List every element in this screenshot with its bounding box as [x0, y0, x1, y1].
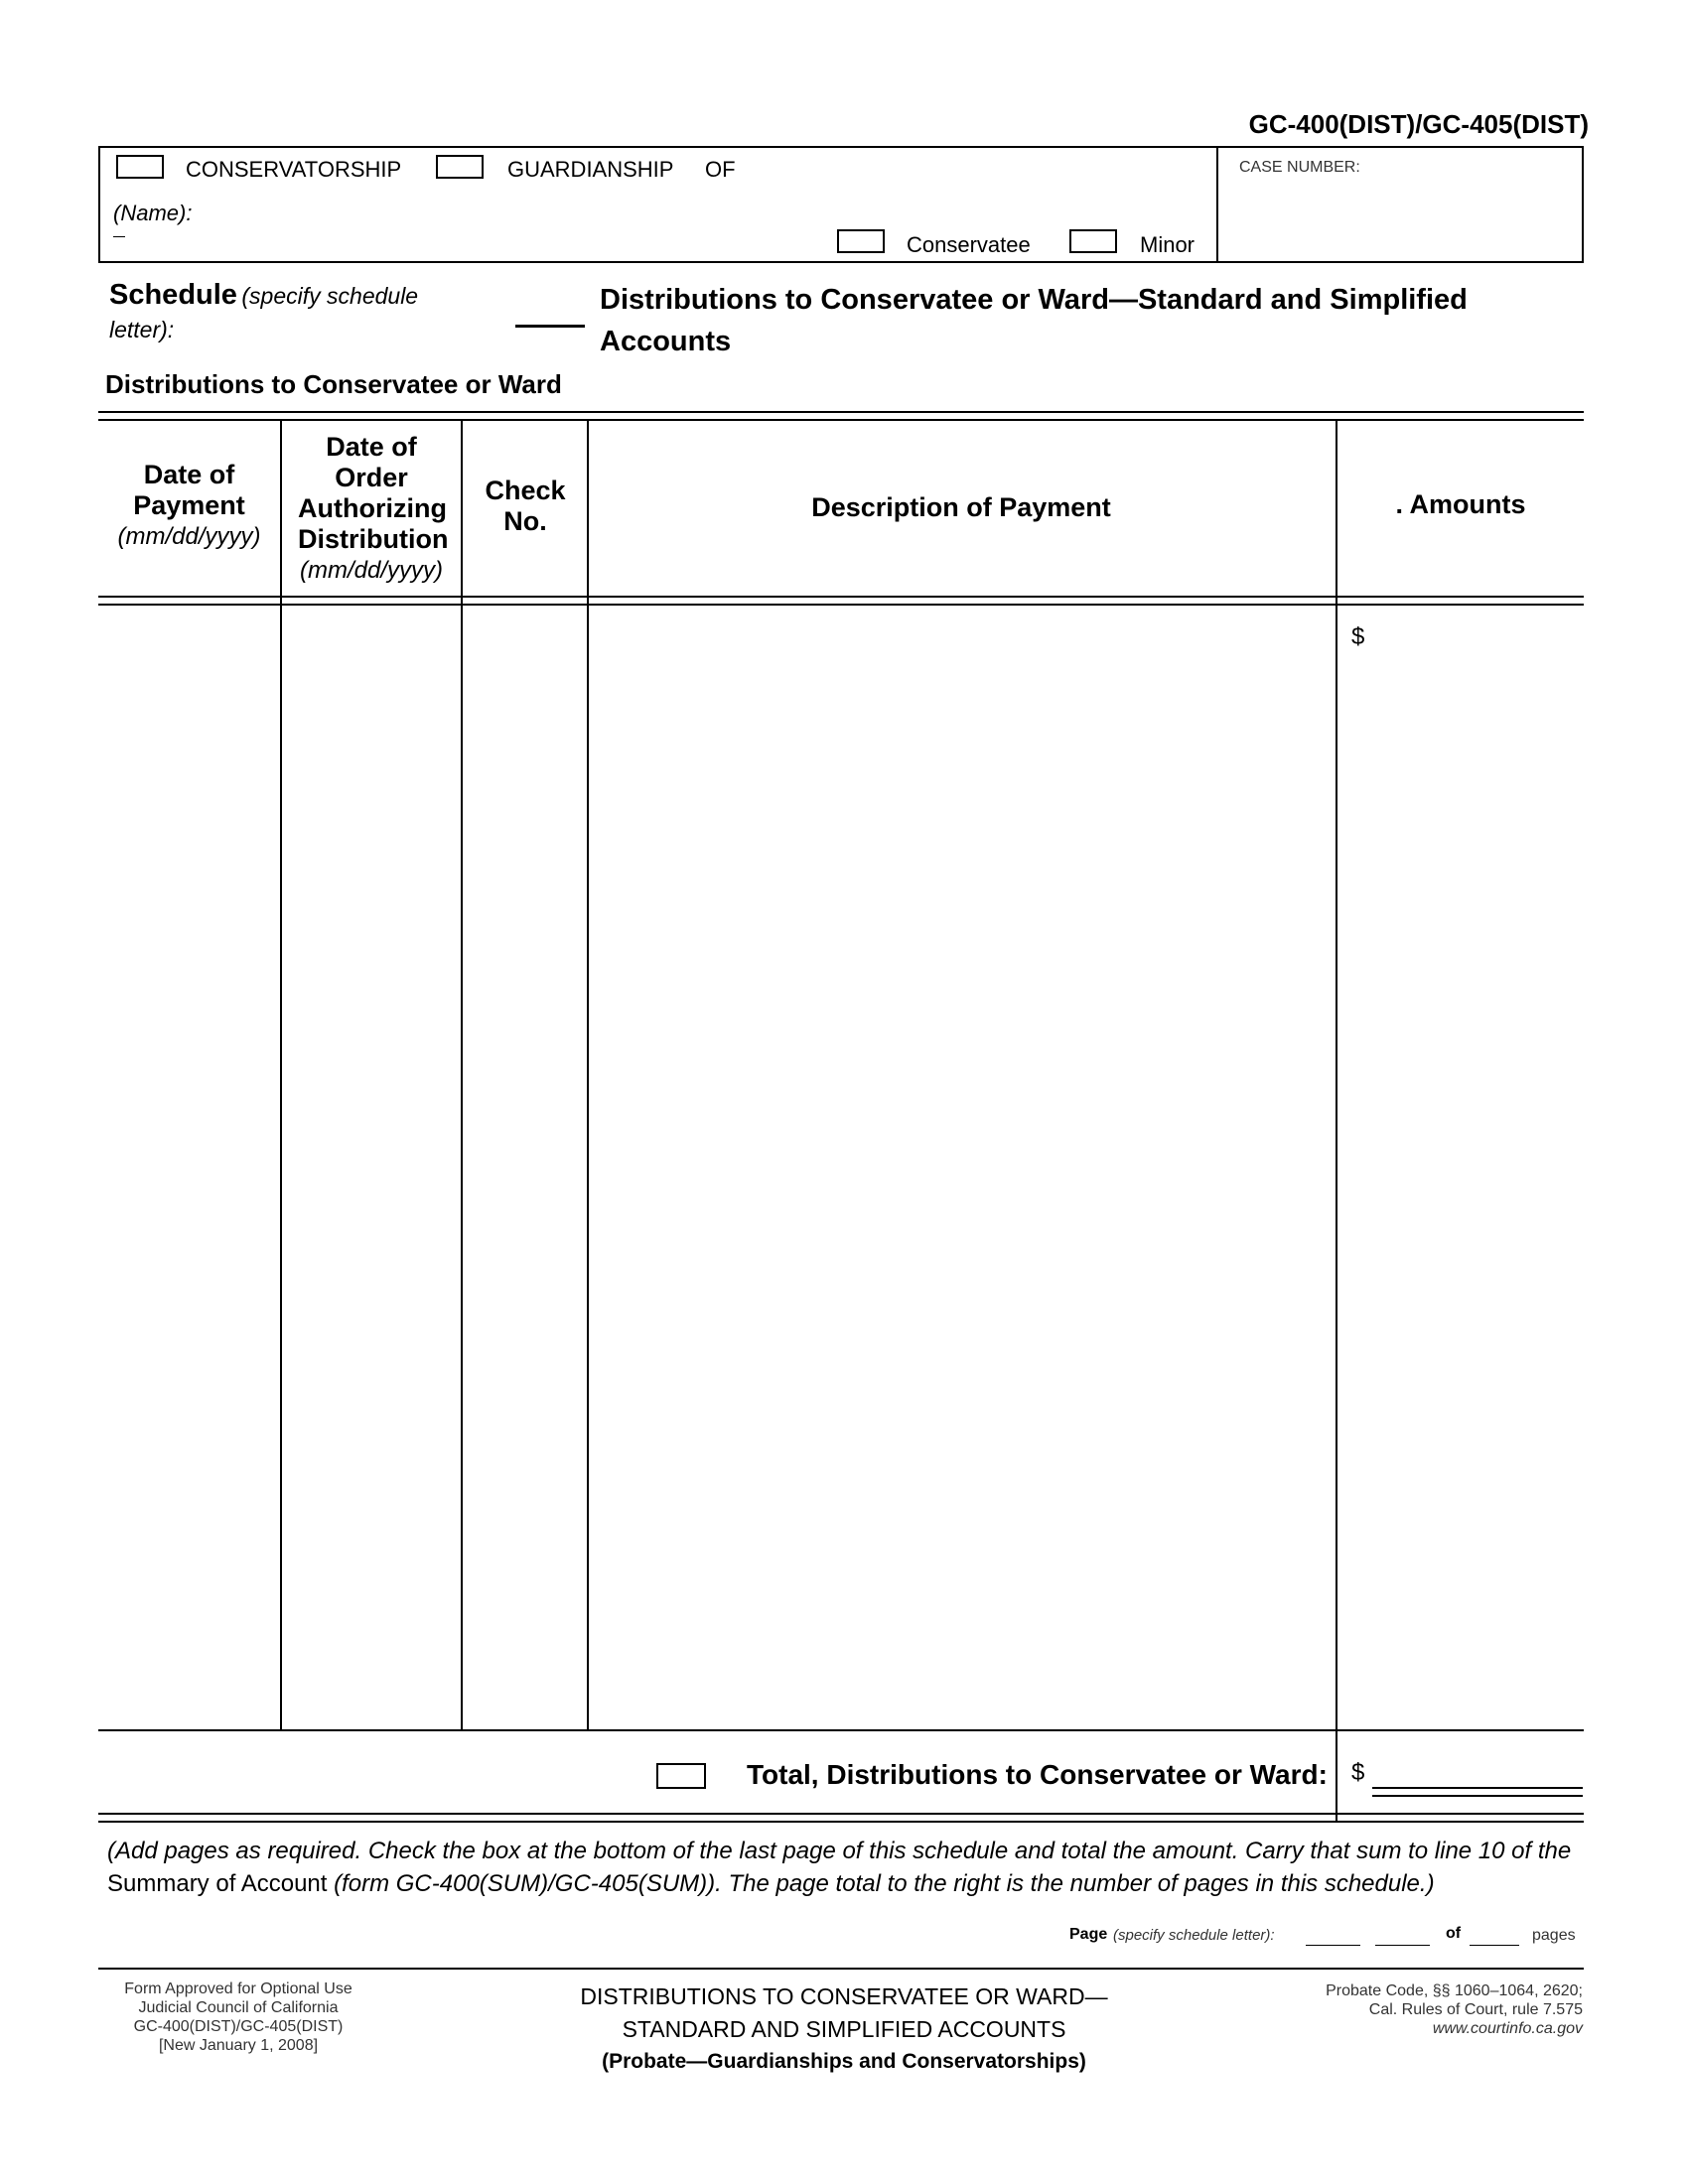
- total-bottom-rule-1: [98, 1813, 1584, 1815]
- guardianship-checkbox[interactable]: [436, 155, 484, 179]
- table-body-entry-area[interactable]: [100, 608, 1334, 1727]
- footer-rule: [98, 1968, 1584, 1970]
- caption-divider: [1216, 146, 1218, 263]
- conservatorship-label: CONSERVATORSHIP: [186, 157, 402, 182]
- total-bottom-rule-2: [98, 1821, 1584, 1823]
- schedule-label-block: [109, 280, 467, 348]
- last-page-checkbox[interactable]: [656, 1763, 706, 1789]
- column-divider-4: [1336, 419, 1337, 1821]
- footer-center: [447, 1980, 1241, 2078]
- column-title: Date of Payment: [133, 460, 245, 520]
- column-header-check-no: [481, 476, 570, 537]
- case-number-field[interactable]: [1221, 179, 1579, 258]
- footer-left-line: GC-400(DIST)/GC-405(DIST): [133, 2018, 344, 2035]
- total-dollar-sign: $: [1351, 1759, 1365, 1786]
- guardianship-label: GUARDIANSHIP: [507, 157, 674, 182]
- footer-subtitle: (Probate—Guardianships and Conservatorships): [602, 2050, 1086, 2073]
- minor-label: Minor: [1140, 232, 1196, 257]
- table-top-rule-1: [98, 411, 1584, 413]
- page-label: Page: [1069, 1926, 1108, 1943]
- schedule-letter-field[interactable]: [515, 325, 585, 328]
- column-title: Description of Payment: [811, 492, 1111, 522]
- form-id: GC-400(DIST)/GC-405(DIST): [1248, 109, 1589, 139]
- footer-right: [1186, 1981, 1583, 2038]
- instructions: [107, 1835, 1592, 1900]
- amount-dollar-sign: $: [1351, 623, 1365, 650]
- footer-left-line: Form Approved for Optional Use: [124, 1980, 352, 1997]
- schedule-hint: (specify schedule letter):: [109, 283, 419, 342]
- website-link[interactable]: www.courtinfo.ca.gov: [1432, 2020, 1583, 2037]
- name-field[interactable]: [113, 236, 125, 237]
- footer-right-line: Cal. Rules of Court, rule 7.575: [1368, 2001, 1583, 2018]
- column-header-date-of-payment: [98, 460, 280, 552]
- of-label: of: [1446, 1925, 1462, 1942]
- column-subtitle: (mm/dd/yyyy): [300, 557, 443, 584]
- schedule-label: Schedule: [109, 279, 237, 311]
- column-header-date-of-order: [298, 432, 449, 586]
- column-header-amounts: [1337, 489, 1584, 520]
- total-double-underline: [1372, 1795, 1583, 1797]
- instructions-part1: (Add pages as required. Check the box at the bottom of the last page of this schedule and total the amount. Carry that sum to line 10 of the: [107, 1838, 1572, 1864]
- footer-title-line-1: DISTRIBUTIONS TO CONSERVATEE OR WARD—: [580, 1983, 1108, 2009]
- schedule-title: Distributions to Conservatee or Ward—Standard and Simplified Accounts: [600, 284, 1468, 357]
- header-bottom-rule-2: [98, 604, 1584, 606]
- conservatorship-checkbox[interactable]: [116, 155, 164, 179]
- footer-left-line: Judicial Council of California: [138, 1999, 339, 2016]
- of-label: OF: [705, 157, 736, 182]
- column-title: Check No.: [485, 476, 566, 536]
- case-number-label: CASE NUMBER:: [1239, 159, 1360, 176]
- page-hint: (specify schedule letter):: [1113, 1927, 1275, 1944]
- total-label: Total, Distributions to Conservatee or Ward:: [747, 1759, 1328, 1790]
- footer-left: [99, 1979, 377, 2055]
- conservatee-checkbox[interactable]: [837, 229, 885, 253]
- column-title: Date of Order Authorizing Distribution: [298, 432, 449, 554]
- footer-left-line: [New January 1, 2008]: [158, 2037, 319, 2054]
- section-heading: Distributions to Conservatee or Ward: [105, 369, 562, 399]
- total-pages-field[interactable]: [1470, 1945, 1519, 1946]
- footer-title-line-2: STANDARD AND SIMPLIFIED ACCOUNTS: [622, 2016, 1066, 2042]
- table-top-rule-2: [98, 419, 1584, 421]
- page-number-field[interactable]: [1375, 1945, 1430, 1946]
- body-bottom-rule: [98, 1729, 1584, 1731]
- column-title: . Amounts: [1395, 489, 1526, 519]
- column-header-description: [589, 492, 1334, 523]
- schedule-letter-page-field[interactable]: [1306, 1945, 1360, 1946]
- minor-checkbox[interactable]: [1069, 229, 1117, 253]
- name-label: (Name):: [113, 201, 193, 225]
- total-amount-field[interactable]: [1372, 1787, 1583, 1809]
- column-subtitle: (mm/dd/yyyy): [117, 523, 261, 550]
- header-bottom-rule-1: [98, 596, 1584, 598]
- instructions-part2: (form GC-400(SUM)/GC-405(SUM)). The page total to the right is the number of pages in this schedule.): [327, 1870, 1435, 1897]
- conservatee-label: Conservatee: [907, 232, 1031, 257]
- summary-of-account-link: Summary of Account: [107, 1870, 328, 1897]
- footer-right-line: Probate Code, §§ 1060–1064, 2620;: [1326, 1982, 1583, 1999]
- pages-label: pages: [1532, 1927, 1576, 1944]
